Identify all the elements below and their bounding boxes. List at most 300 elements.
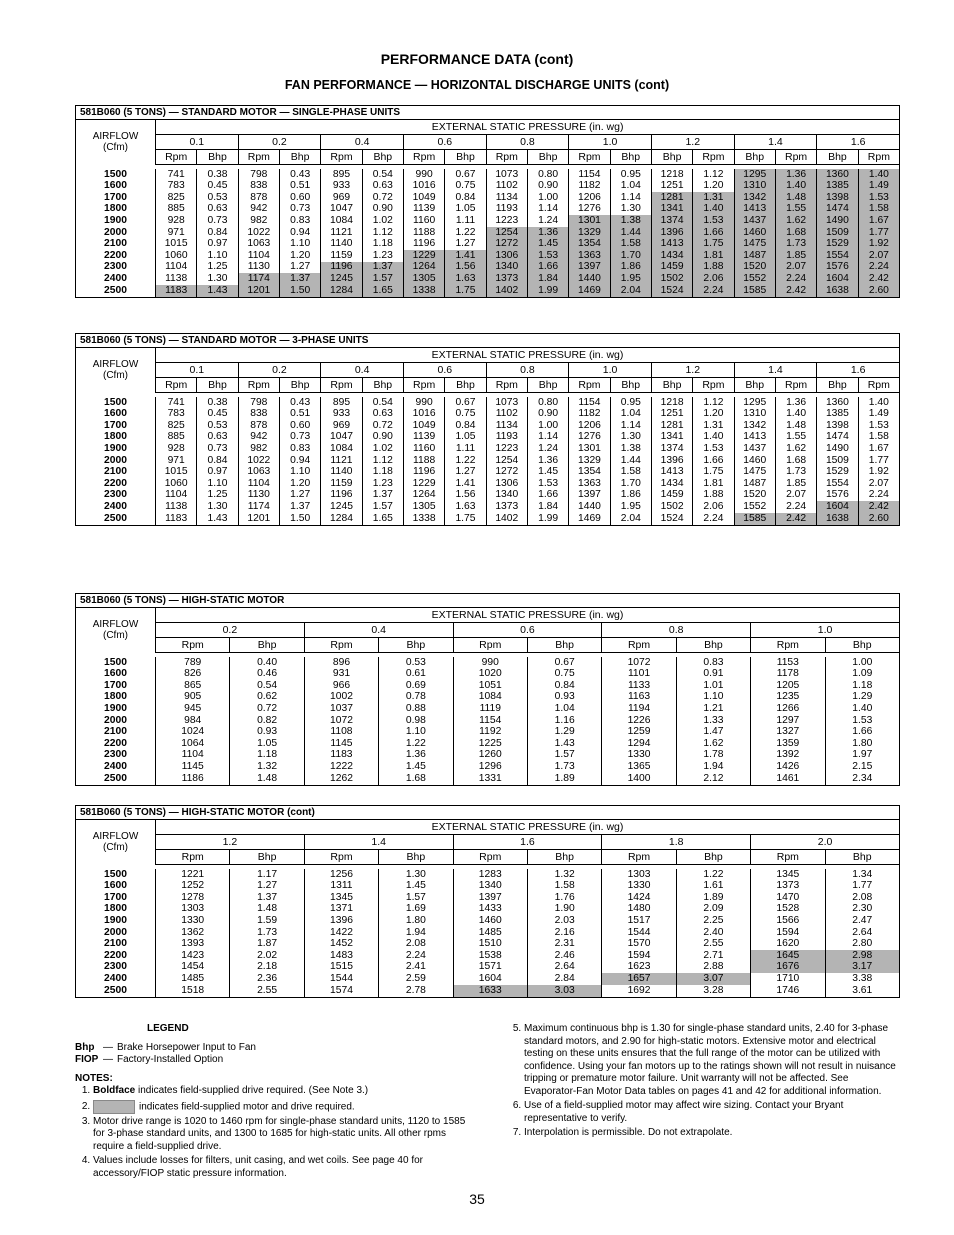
column-header: Bhp	[445, 378, 486, 393]
value-cell: 1509	[817, 455, 858, 467]
value-cell: 1278	[156, 892, 230, 904]
pressure-header: 1.6	[453, 835, 602, 850]
value-cell: 1585	[734, 285, 775, 297]
value-cell: 1134	[486, 192, 527, 204]
value-cell: 2.31	[527, 939, 601, 951]
value-cell: 0.97	[197, 239, 238, 251]
value-cell: 1193	[486, 204, 527, 216]
gray-swatch	[93, 1100, 135, 1114]
airflow-cell: 2400	[76, 973, 156, 985]
value-cell: 1306	[486, 478, 527, 490]
value-cell: 3.61	[825, 985, 899, 997]
value-cell: 1459	[651, 262, 692, 274]
airflow-cell: 2400	[76, 761, 156, 773]
value-cell: 0.82	[230, 715, 304, 727]
value-cell: 2.64	[825, 927, 899, 939]
value-cell: 0.60	[279, 192, 320, 204]
value-cell: 1.31	[693, 192, 734, 204]
value-cell: 1354	[569, 239, 610, 251]
value-cell: 1710	[751, 973, 825, 985]
value-cell: 1657	[602, 973, 676, 985]
value-cell: 1.20	[279, 250, 320, 262]
pressure-header: 1.2	[651, 135, 734, 150]
table-row	[76, 262, 900, 274]
table-row	[76, 915, 900, 927]
value-cell: 1396	[651, 227, 692, 239]
value-cell: 1475	[734, 467, 775, 479]
value-cell: 1.12	[362, 455, 403, 467]
value-cell: 1620	[751, 939, 825, 951]
value-cell: 1305	[403, 273, 444, 285]
value-cell: 1.75	[693, 239, 734, 251]
value-cell: 1485	[156, 973, 230, 985]
value-cell: 1746	[751, 985, 825, 997]
table-row	[76, 892, 900, 904]
table-row	[76, 962, 900, 974]
value-cell: 1.81	[693, 250, 734, 262]
value-cell: 1363	[569, 478, 610, 490]
value-cell: 1.21	[676, 703, 750, 715]
value-cell: 1341	[651, 204, 692, 216]
value-cell: 1218	[651, 169, 692, 181]
value-cell: 1.33	[676, 715, 750, 727]
pressure-header: 1.8	[602, 835, 751, 850]
notes-title: NOTES:	[75, 1072, 113, 1084]
value-cell: 3.03	[527, 985, 601, 997]
legend-desc: Factory-Installed Option	[117, 1054, 224, 1065]
value-cell: 2.36	[230, 973, 304, 985]
table-row	[76, 169, 900, 181]
column-header: Rpm	[238, 378, 279, 393]
value-cell: 0.72	[362, 420, 403, 432]
value-cell: 1306	[486, 250, 527, 262]
value-cell: 1049	[403, 420, 444, 432]
notes-list-left	[75, 1085, 475, 1180]
value-cell: 1.30	[197, 273, 238, 285]
value-cell: 1266	[751, 703, 825, 715]
table-row	[76, 513, 900, 525]
value-cell: 1.00	[527, 420, 568, 432]
table-row	[76, 669, 900, 681]
value-cell: 1.41	[445, 478, 486, 490]
value-cell: 1281	[651, 192, 692, 204]
value-cell: 878	[238, 420, 279, 432]
value-cell: 1.00	[527, 192, 568, 204]
value-cell: 2.09	[676, 904, 750, 916]
value-cell: 1.29	[527, 727, 601, 739]
value-cell: 984	[156, 715, 230, 727]
value-cell: 1084	[453, 692, 527, 704]
value-cell: 1.14	[527, 204, 568, 216]
value-cell: 1102	[486, 409, 527, 421]
column-header: Rpm	[569, 150, 610, 165]
value-cell: 2.98	[825, 950, 899, 962]
value-cell: 1.40	[825, 703, 900, 715]
value-cell: 1459	[651, 490, 692, 502]
value-cell: 1502	[651, 501, 692, 513]
value-cell: 1.24	[527, 215, 568, 227]
value-cell: 2.24	[775, 273, 816, 285]
column-header: Rpm	[304, 850, 378, 865]
value-cell: 1284	[321, 285, 362, 297]
value-cell: 1121	[321, 227, 362, 239]
value-cell: 0.51	[279, 181, 320, 193]
value-cell: 1272	[486, 467, 527, 479]
fan-table-high-static	[75, 593, 900, 786]
note-6: 6. Use of a field-supplied motor may affect wire sizing. Contact your Bryant representative to verify.	[524, 1100, 899, 1125]
value-cell: 1.90	[527, 904, 601, 916]
value-cell: 1121	[321, 455, 362, 467]
table-row	[76, 692, 900, 704]
value-cell: 1396	[304, 915, 378, 927]
value-cell: 1.89	[676, 892, 750, 904]
value-cell: 1262	[304, 773, 378, 785]
table-row	[76, 950, 900, 962]
table-row	[76, 192, 900, 204]
value-cell: 1.32	[527, 869, 601, 881]
value-cell: 1422	[304, 927, 378, 939]
value-cell: 1.48	[775, 420, 816, 432]
value-cell: 1.43	[197, 513, 238, 525]
value-cell: 1.40	[858, 169, 900, 181]
value-cell: 1529	[817, 239, 858, 251]
value-cell: 2.06	[693, 501, 734, 513]
value-cell: 1.53	[858, 192, 900, 204]
value-cell: 1.45	[379, 881, 453, 893]
value-cell: 1016	[403, 181, 444, 193]
value-cell: 1460	[734, 455, 775, 467]
airflow-cell: 2500	[76, 285, 156, 297]
airflow-cell: 1900	[76, 443, 156, 455]
value-cell: 2.80	[825, 939, 899, 951]
value-cell: 789	[156, 657, 230, 669]
value-cell: 0.75	[445, 409, 486, 421]
value-cell: 0.83	[279, 215, 320, 227]
value-cell: 1.25	[197, 262, 238, 274]
value-cell: 1.66	[693, 455, 734, 467]
value-cell: 1084	[321, 215, 362, 227]
value-cell: 1284	[321, 513, 362, 525]
table-row	[76, 397, 900, 409]
value-cell: 1371	[304, 904, 378, 916]
table-caption: 581B060 (5 TONS) — STANDARD MOTOR — SINGLE-PHASE UNITS	[76, 106, 900, 120]
value-cell: 1.85	[775, 250, 816, 262]
value-cell: 1.61	[676, 881, 750, 893]
value-cell: 1397	[569, 262, 610, 274]
table-row	[76, 455, 900, 467]
value-cell: 0.83	[676, 657, 750, 669]
column-header: Rpm	[751, 850, 825, 865]
value-cell: 1.73	[775, 467, 816, 479]
value-cell: 1.53	[693, 443, 734, 455]
value-cell: 1363	[569, 250, 610, 262]
airflow-cell: 2000	[76, 927, 156, 939]
value-cell: 1206	[569, 192, 610, 204]
table-row	[76, 285, 900, 297]
value-cell: 1119	[453, 703, 527, 715]
value-cell: 1.88	[693, 490, 734, 502]
value-cell: 0.75	[445, 181, 486, 193]
pressure-header: 1.4	[734, 135, 817, 150]
value-cell: 1108	[304, 727, 378, 739]
value-cell: 1571	[453, 962, 527, 974]
column-header: Rpm	[403, 150, 444, 165]
value-cell: 1260	[453, 750, 527, 762]
pressure-header: 1.4	[304, 835, 453, 850]
value-cell: 1.68	[379, 773, 453, 785]
pressure-header: 0.2	[156, 623, 305, 638]
value-cell: 1397	[453, 892, 527, 904]
column-header: Bhp	[817, 150, 858, 165]
value-cell: 1.59	[230, 915, 304, 927]
value-cell: 1.55	[775, 204, 816, 216]
airflow-cell: 2300	[76, 750, 156, 762]
column-header: Bhp	[230, 638, 304, 653]
value-cell: 2.08	[379, 939, 453, 951]
value-cell: 1182	[569, 181, 610, 193]
value-cell: 1073	[486, 397, 527, 409]
value-cell: 0.84	[197, 455, 238, 467]
value-cell: 1.75	[693, 467, 734, 479]
value-cell: 1.10	[279, 239, 320, 251]
value-cell: 1188	[403, 227, 444, 239]
note-2-text: indicates field-supplied motor and drive required.	[139, 1101, 355, 1113]
value-cell: 1138	[156, 501, 197, 513]
value-cell: 1566	[751, 915, 825, 927]
column-header: Rpm	[156, 638, 230, 653]
value-cell: 1.81	[693, 478, 734, 490]
pressure-header: 0.6	[453, 623, 602, 638]
value-cell: 2.41	[379, 962, 453, 974]
value-cell: 1434	[651, 250, 692, 262]
value-cell: 1330	[602, 881, 676, 893]
value-cell: 3.38	[825, 973, 899, 985]
value-cell: 0.38	[197, 397, 238, 409]
table-caption: 581B060 (5 TONS) — STANDARD MOTOR — 3-PHASE UNITS	[76, 334, 900, 348]
table-row	[76, 703, 900, 715]
table-caption: 581B060 (5 TONS) — HIGH-STATIC MOTOR (cont)	[76, 806, 900, 820]
column-header: Rpm	[453, 850, 527, 865]
table-row	[76, 420, 900, 432]
value-cell: 0.62	[230, 692, 304, 704]
value-cell: 1294	[602, 738, 676, 750]
value-cell: 1.92	[858, 467, 899, 479]
table-row	[76, 501, 900, 513]
table-row	[76, 939, 900, 951]
value-cell: 1.36	[775, 169, 816, 181]
value-cell: 1.23	[362, 478, 403, 490]
value-cell: 1474	[817, 204, 858, 216]
value-cell: 1.20	[693, 181, 734, 193]
airflow-cell: 1600	[76, 409, 156, 421]
value-cell: 1454	[156, 962, 230, 974]
value-cell: 1163	[602, 692, 676, 704]
value-cell: 2.60	[858, 513, 899, 525]
value-cell: 0.38	[197, 169, 238, 181]
value-cell: 0.93	[527, 692, 601, 704]
airflow-cell: 2200	[76, 738, 156, 750]
value-cell: 0.95	[610, 397, 651, 409]
value-cell: 1.57	[379, 892, 453, 904]
value-cell: 1.48	[230, 904, 304, 916]
pressure-header: 0.2	[238, 135, 321, 150]
legend-and-notes-left	[75, 1023, 475, 1182]
fan-table-single-phase	[75, 105, 900, 298]
value-cell: 1576	[817, 490, 858, 502]
table-row	[76, 215, 900, 227]
value-cell: 1182	[569, 409, 610, 421]
table-row	[76, 727, 900, 739]
value-cell: 1145	[156, 761, 230, 773]
value-cell: 1.76	[527, 892, 601, 904]
table-row	[76, 409, 900, 421]
value-cell: 825	[156, 192, 197, 204]
value-cell: 1254	[486, 455, 527, 467]
legend-dash: —	[103, 1054, 113, 1065]
pressure-header: 1.0	[751, 623, 900, 638]
value-cell: 2.55	[230, 985, 304, 997]
table-row	[76, 657, 900, 669]
value-cell: 1.70	[610, 250, 651, 262]
value-cell: 2.15	[825, 761, 900, 773]
value-cell: 0.98	[379, 715, 453, 727]
value-cell: 1022	[238, 455, 279, 467]
airflow-cell: 1800	[76, 432, 156, 444]
value-cell: 1254	[486, 227, 527, 239]
airflow-cell: 1700	[76, 192, 156, 204]
legend-key: Bhp	[75, 1041, 95, 1053]
table-row	[76, 680, 900, 692]
value-cell: 1296	[453, 761, 527, 773]
table-row	[76, 181, 900, 193]
value-cell: 1392	[751, 750, 825, 762]
value-cell: 1206	[569, 420, 610, 432]
value-cell: 1.30	[379, 869, 453, 881]
value-cell: 1020	[453, 669, 527, 681]
value-cell: 1.40	[858, 397, 899, 409]
value-cell: 1183	[156, 285, 197, 297]
value-cell: 1.56	[445, 262, 486, 274]
value-cell: 0.73	[279, 432, 320, 444]
value-cell: 1.89	[527, 773, 601, 785]
column-header: Bhp	[527, 638, 601, 653]
value-cell: 1552	[734, 501, 775, 513]
value-cell: 1.05	[445, 432, 486, 444]
airflow-cell: 1900	[76, 215, 156, 227]
legend-title: LEGEND	[147, 1023, 189, 1034]
pressure-header: 0.4	[304, 623, 453, 638]
value-cell: 1.63	[445, 273, 486, 285]
value-cell: 1.88	[693, 262, 734, 274]
value-cell: 1015	[156, 467, 197, 479]
value-cell: 1.18	[230, 750, 304, 762]
value-cell: 1509	[817, 227, 858, 239]
pressure-header: 0.8	[486, 363, 569, 378]
table-row	[76, 432, 900, 444]
value-cell: 1345	[304, 892, 378, 904]
value-cell: 990	[403, 397, 444, 409]
value-cell: 969	[321, 192, 362, 204]
airflow-cell: 1900	[76, 915, 156, 927]
value-cell: 1.94	[379, 927, 453, 939]
table-row	[76, 904, 900, 916]
pressure-header: 2.0	[751, 835, 900, 850]
value-cell: 1474	[817, 432, 858, 444]
value-cell: 1.12	[693, 397, 734, 409]
value-cell: 0.80	[527, 169, 568, 181]
value-cell: 1676	[751, 962, 825, 974]
value-cell: 1.37	[362, 262, 403, 274]
value-cell: 1194	[602, 703, 676, 715]
value-cell: 1423	[156, 950, 230, 962]
value-cell: 1.65	[362, 285, 403, 297]
table-row	[76, 881, 900, 893]
value-cell: 1.34	[825, 869, 899, 881]
value-cell: 2.42	[858, 273, 900, 285]
value-cell: 1223	[486, 443, 527, 455]
value-cell: 1413	[651, 467, 692, 479]
value-cell: 0.60	[279, 420, 320, 432]
value-cell: 1223	[486, 215, 527, 227]
value-cell: 1554	[817, 250, 858, 262]
value-cell: 1310	[734, 181, 775, 193]
value-cell: 1342	[734, 420, 775, 432]
pressure-header: 0.8	[602, 623, 751, 638]
value-cell: 1222	[304, 761, 378, 773]
value-cell: 0.72	[362, 192, 403, 204]
airflow-cell: 2100	[76, 239, 156, 251]
legend-key: FIOP	[75, 1054, 99, 1065]
airflow-header: AIRFLOW (Cfm)	[76, 820, 156, 865]
value-cell: 1.49	[858, 181, 900, 193]
value-cell: 1576	[817, 262, 858, 274]
value-cell: 1139	[403, 432, 444, 444]
value-cell: 1259	[602, 727, 676, 739]
value-cell: 1.62	[676, 738, 750, 750]
value-cell: 1360	[817, 397, 858, 409]
value-cell: 933	[321, 409, 362, 421]
value-cell: 1153	[751, 657, 825, 669]
value-cell: 928	[156, 215, 197, 227]
value-cell: 1437	[734, 215, 775, 227]
value-cell: 1251	[651, 181, 692, 193]
value-cell: 1.05	[230, 738, 304, 750]
airflow-cell: 2200	[76, 478, 156, 490]
value-cell: 1.50	[279, 285, 320, 297]
table-row	[76, 738, 900, 750]
column-header: Rpm	[858, 150, 900, 165]
value-cell: 1188	[403, 455, 444, 467]
value-cell: 1645	[751, 950, 825, 962]
column-header: Bhp	[676, 638, 750, 653]
value-cell: 0.61	[379, 669, 453, 681]
value-cell: 1229	[403, 478, 444, 490]
value-cell: 1051	[453, 680, 527, 692]
value-cell: 1490	[817, 443, 858, 455]
value-cell: 0.63	[362, 181, 403, 193]
page-number: 35	[469, 1191, 485, 1207]
value-cell: 1.10	[279, 467, 320, 479]
value-cell: 2.07	[775, 262, 816, 274]
value-cell: 1.10	[197, 478, 238, 490]
value-cell: 1.36	[775, 397, 816, 409]
value-cell: 1517	[602, 915, 676, 927]
value-cell: 1.11	[445, 443, 486, 455]
value-cell: 2.84	[527, 973, 601, 985]
column-header: Rpm	[693, 150, 734, 165]
airflow-cell: 1700	[76, 680, 156, 692]
value-cell: 1502	[651, 273, 692, 285]
